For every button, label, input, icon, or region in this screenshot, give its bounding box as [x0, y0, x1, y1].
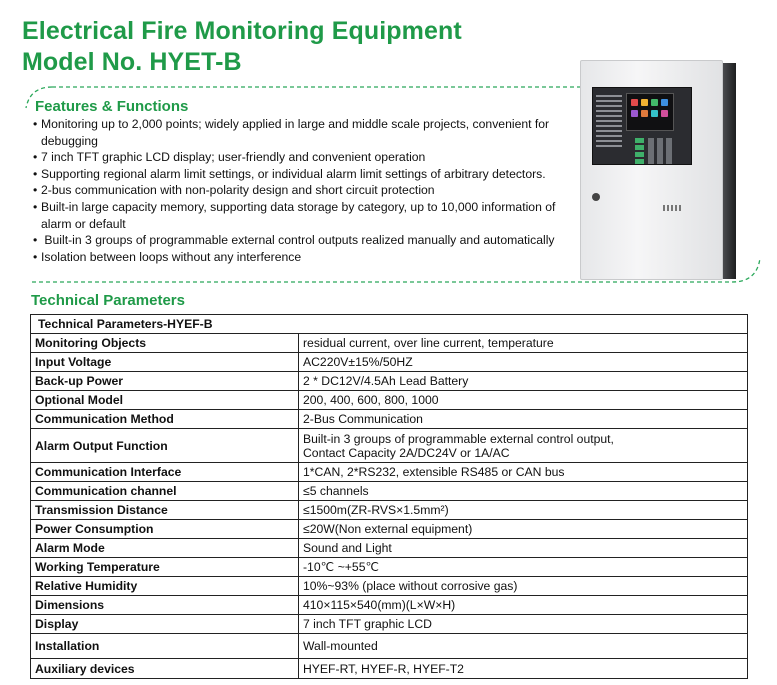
table-row [31, 596, 748, 615]
technical-heading: Technical Parameters [31, 292, 185, 309]
param-value: ≤5 channels [299, 482, 748, 501]
table-row [31, 372, 748, 391]
param-value: -10℃ ~+55℃ [299, 558, 748, 577]
table-row [31, 659, 748, 679]
table-row [31, 501, 748, 520]
param-value: 2 * DC12V/4.5Ah Lead Battery [299, 372, 748, 391]
param-value: 2-Bus Communication [299, 410, 748, 429]
param-name: Display [31, 615, 299, 634]
table-row [31, 334, 748, 353]
page-title: Electrical Fire Monitoring Equipment [22, 17, 462, 45]
table-row [31, 482, 748, 501]
table-row [31, 634, 748, 659]
table-row [31, 615, 748, 634]
param-value-line: Contact Capacity 2A/DC24V or 1A/AC [303, 445, 510, 460]
device-lcd-screen [626, 93, 674, 131]
param-value: ≤1500m(ZR-RVS×1.5mm²) [299, 501, 748, 520]
feature-item: • Built-in large capacity memory, supporting data storage by category, up to 10,000 information of alarm or default [33, 199, 556, 231]
table-row [31, 410, 748, 429]
param-value: ≤20W(Non external equipment) [299, 520, 748, 539]
param-value: HYEF-RT, HYEF-R, HYEF-T2 [299, 659, 748, 679]
table-row [31, 429, 748, 463]
param-name: Alarm Mode [31, 539, 299, 558]
param-name: Installation [31, 634, 299, 659]
param-value: 7 inch TFT graphic LCD [299, 615, 748, 634]
device-status-buttons [635, 138, 644, 164]
param-value [299, 429, 748, 463]
param-name: Monitoring Objects [31, 334, 299, 353]
table-title-row [31, 315, 748, 334]
features-list [33, 116, 573, 265]
device-keypad [648, 138, 674, 164]
table-row [31, 577, 748, 596]
param-name: Transmission Distance [31, 501, 299, 520]
technical-parameters-table [30, 314, 748, 679]
features-heading: Features & Functions [35, 98, 189, 115]
table-title: Technical Parameters-HYEF-B [31, 315, 748, 334]
table-row [31, 391, 748, 410]
param-value: 410×115×540(mm)(L×W×H) [299, 596, 748, 615]
device-vent [663, 205, 683, 211]
param-name: Auxiliary devices [31, 659, 299, 679]
table-row [31, 539, 748, 558]
param-value: 200, 400, 600, 800, 1000 [299, 391, 748, 410]
param-name: Relative Humidity [31, 577, 299, 596]
feature-item: • 7 inch TFT graphic LCD display; user-friendly and convenient operation [33, 150, 426, 165]
table-row [31, 353, 748, 372]
param-name: Back-up Power [31, 372, 299, 391]
table-row [31, 463, 748, 482]
param-name: Dimensions [31, 596, 299, 615]
table-row [31, 520, 748, 539]
param-value: AC220V±15%/50HZ [299, 353, 748, 372]
feature-item: • Monitoring up to 2,000 points; widely applied in large and middle scale projects, convenient for debugging [33, 117, 550, 148]
param-value: 1*CAN, 2*RS232, extensible RS485 or CAN bus [299, 463, 748, 482]
param-value: 10%~93% (place without corrosive gas) [299, 577, 748, 596]
table-row [31, 558, 748, 577]
param-value: Sound and Light [299, 539, 748, 558]
feature-item: • 2-bus communication with non-polarity design and short circuit protection [33, 183, 435, 198]
param-value-line: Built-in 3 groups of programmable external control output, [303, 431, 614, 446]
device-side-panel [723, 63, 736, 279]
param-name: Alarm Output Function [31, 429, 299, 463]
param-value: Wall-mounted [299, 634, 748, 659]
param-name: Power Consumption [31, 520, 299, 539]
param-name: Optional Model [31, 391, 299, 410]
device-led-indicators [596, 95, 622, 149]
param-name: Working Temperature [31, 558, 299, 577]
param-name: Communication Method [31, 410, 299, 429]
model-number: Model No. HYET-B [22, 48, 242, 76]
device-image [580, 60, 738, 282]
device-lock-icon [592, 193, 600, 201]
param-name: Communication Interface [31, 463, 299, 482]
param-name: Communication channel [31, 482, 299, 501]
param-value: residual current, over line current, temperature [299, 334, 748, 353]
feature-item: • Supporting regional alarm limit settings, or individual alarm limit settings of arbitrary detectors. [33, 166, 546, 181]
param-name: Input Voltage [31, 353, 299, 372]
feature-item: • Isolation between loops without any interference [33, 249, 302, 264]
feature-item: • Built-in 3 groups of programmable external control outputs realized manually and automatically [33, 233, 555, 248]
